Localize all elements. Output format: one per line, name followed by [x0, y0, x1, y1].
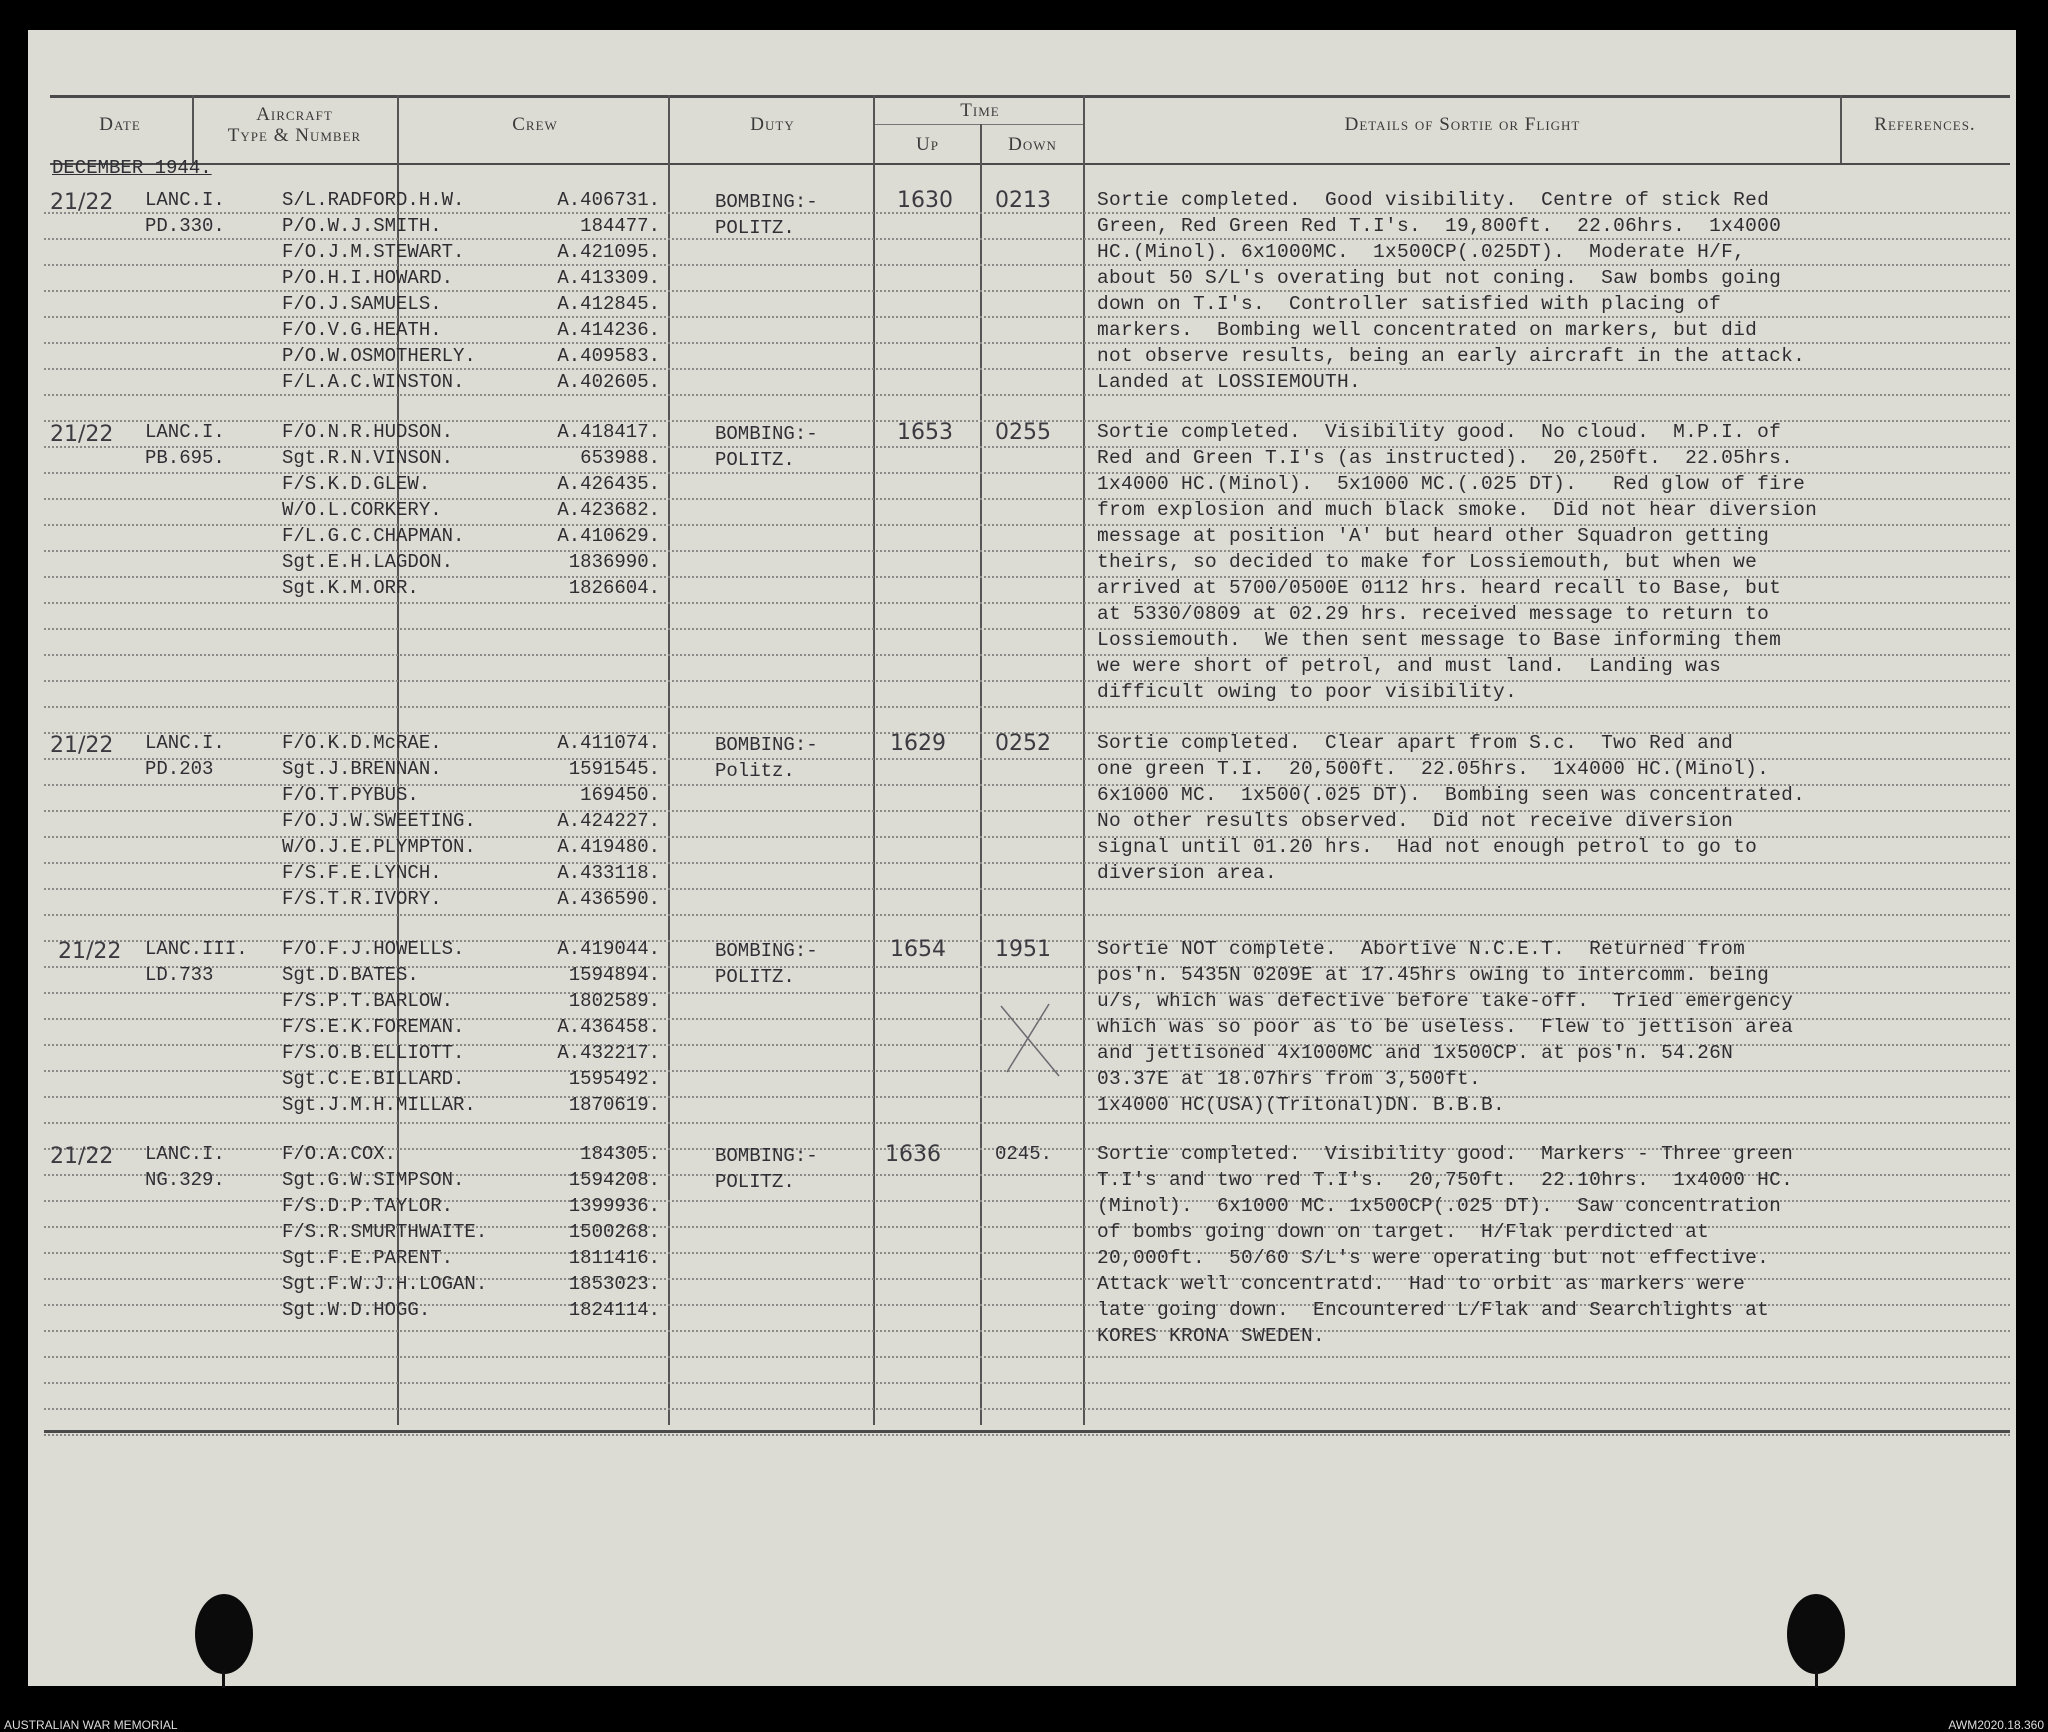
crew-member-name: F/S.P.T.BARLOW. — [282, 990, 454, 1012]
crew-member-number: A.421095. — [557, 241, 660, 263]
ruled-line — [44, 394, 2010, 396]
sortie-date: 21/22 — [50, 422, 114, 447]
crew-member-name: F/O.K.D.McRAE. — [282, 732, 442, 754]
crew-member-number: A.423682. — [557, 499, 660, 521]
crew-member-name: F/O.V.G.HEATH. — [282, 319, 442, 341]
detail-line: Green, Red Green Red T.I's. 19,800ft. 22.06hrs. 1x4000 — [1097, 215, 1782, 237]
header-details: Details of Sortie or Flight — [1344, 114, 1581, 135]
time-up: 1629 — [890, 731, 946, 756]
detail-line: Sortie completed. Visibility good. No cloud. M.P.I. of — [1097, 421, 1782, 443]
detail-line: 1x4000 HC(USA)(Tritonal)DN. B.B.B. — [1097, 1094, 1506, 1116]
header-aircraft: Aircraft Type & Number — [227, 104, 362, 146]
crew-member-name: F/O.F.J.HOWELLS. — [282, 938, 465, 960]
aircraft-type: LANC.I. — [145, 189, 225, 211]
crew-member-number: A.432217. — [557, 1042, 660, 1064]
crew-member-name: Sgt.C.E.BILLARD. — [282, 1068, 465, 1090]
sortie-date: 21/22 — [50, 733, 114, 758]
detail-line: signal until 01.20 hrs. Had not enough petrol to go to — [1097, 836, 1758, 858]
crew-member-name: Sgt.F.E.PARENT. — [282, 1247, 454, 1269]
sortie-date: 21/22 — [50, 1144, 114, 1169]
header-date: Date — [99, 114, 141, 135]
ruled-line — [44, 316, 2010, 318]
crew-member-name: F/S.O.B.ELLIOTT. — [282, 1042, 465, 1064]
table-bottom-rule — [44, 1430, 2010, 1433]
sortie-date: 21/22 — [58, 939, 122, 964]
time-up: 1653 — [897, 420, 953, 445]
crew-member-name: F/O.T.PYBUS. — [282, 784, 419, 806]
crew-member-name: W/O.J.E.PLYMPTON. — [282, 836, 476, 858]
time-down: 0255 — [995, 420, 1051, 445]
crew-member-number: 1595492. — [568, 1068, 660, 1090]
crew-member-name: F/L.A.C.WINSTON. — [282, 371, 465, 393]
ruled-line — [44, 238, 2010, 240]
crew-member-number: A.412845. — [557, 293, 660, 315]
col-rule-details — [1840, 95, 1842, 163]
ruled-line — [44, 1122, 2010, 1124]
crew-member-name: P/O.W.J.SMITH. — [282, 215, 442, 237]
binder-tab-right — [1815, 1670, 1818, 1688]
detail-line: Landed at LOSSIEMOUTH. — [1097, 371, 1362, 393]
ruled-line — [44, 290, 2010, 292]
header-time-down: Down — [1008, 134, 1057, 155]
detail-line: late going down. Encountered L/Flak and Searchlights at — [1097, 1299, 1770, 1321]
crew-member-number: 1802589. — [568, 990, 660, 1012]
time-down: 0213 — [995, 188, 1051, 213]
binder-hole-left — [195, 1594, 253, 1674]
crew-member-number: 1594208. — [568, 1169, 660, 1191]
crew-member-number: A.419480. — [557, 836, 660, 858]
detail-line: from explosion and much black smoke. Did not hear diversion — [1097, 499, 1818, 521]
ruled-line — [44, 914, 2010, 916]
crew-member-number: 1826604. — [568, 577, 660, 599]
ruled-line — [44, 706, 2010, 708]
detail-line: KORES KRONA SWEDEN. — [1097, 1325, 1326, 1347]
detail-line: Sortie NOT complete. Abortive N.C.E.T. Returned from — [1097, 938, 1746, 960]
aircraft-type: LANC.III. — [145, 938, 248, 960]
crew-member-name: S/L.RADFORD.H.W. — [282, 189, 465, 211]
crew-member-number: 1811416. — [568, 1247, 660, 1269]
crew-member-number: A.426435. — [557, 473, 660, 495]
header-references: References. — [1874, 114, 1976, 135]
detail-line: Sortie completed. Good visibility. Centre of stick Red — [1097, 189, 1770, 211]
time-down: 1951 — [995, 937, 1051, 962]
crew-member-number: 1836990. — [568, 551, 660, 573]
detail-line: arrived at 5700/0500E 0112 hrs. heard recall to Base, but — [1097, 577, 1782, 599]
col-rule-date — [192, 95, 194, 163]
crew-member-name: F/S.E.K.FOREMAN. — [282, 1016, 465, 1038]
time-down: 0252 — [995, 731, 1051, 756]
detail-line: T.I's and two red T.I's. 20,750ft. 22.10hrs. 1x4000 HC. — [1097, 1169, 1794, 1191]
detail-line: 6x1000 MC. 1x500(.025 DT). Bombing seen was concentrated. — [1097, 784, 1806, 806]
crew-member-number: 184305. — [580, 1143, 660, 1165]
detail-line: at 5330/0809 at 02.29 hrs. received message to return to — [1097, 603, 1770, 625]
detail-line: No other results observed. Did not receive diversion — [1097, 810, 1734, 832]
header-duty: Duty — [750, 114, 795, 135]
detail-line: Attack well concentratd. Had to orbit as markers were — [1097, 1273, 1746, 1295]
detail-line: 03.37E at 18.07hrs from 3,500ft. — [1097, 1068, 1482, 1090]
footer-source: AUSTRALIAN WAR MEMORIAL — [4, 1718, 178, 1732]
detail-line: Sortie completed. Clear apart from S.c. Two Red and — [1097, 732, 1734, 754]
crew-member-name: F/O.N.R.HUDSON. — [282, 421, 454, 443]
crew-member-number: A.436458. — [557, 1016, 660, 1038]
detail-line: 20,000ft. 50/60 S/L's were operating but not effective. — [1097, 1247, 1770, 1269]
crew-member-name: F/O.J.W.SWEETING. — [282, 810, 476, 832]
aircraft-number: PD.203 — [145, 758, 214, 780]
crew-member-name: Sgt.E.H.LAGDON. — [282, 551, 454, 573]
header-bottom-rule — [50, 163, 2010, 165]
crew-member-number: A.406731. — [557, 189, 660, 211]
detail-line: theirs, so decided to make for Lossiemouth, but when we — [1097, 551, 1758, 573]
crew-member-name: Sgt.K.M.ORR. — [282, 577, 419, 599]
aircraft-number: LD.733 — [145, 964, 214, 986]
header-time-up: Up — [916, 134, 939, 155]
aircraft-type: LANC.I. — [145, 1143, 225, 1165]
detail-line: pos'n. 5435N 0209E at 17.45hrs owing to intercomm. being — [1097, 964, 1770, 986]
sortie-date: 21/22 — [50, 190, 114, 215]
crew-member-number: A.424227. — [557, 810, 660, 832]
crew-member-number: 1594894. — [568, 964, 660, 986]
detail-line: and jettisoned 4x1000MC and 1x500CP. at pos'n. 54.26N — [1097, 1042, 1734, 1064]
detail-line: message at position 'A' but heard other Squadron getting — [1097, 525, 1770, 547]
time-up: 1636 — [885, 1142, 941, 1167]
crew-member-name: F/S.D.P.TAYLOR. — [282, 1195, 454, 1217]
crew-member-name: F/S.T.R.IVORY. — [282, 888, 442, 910]
ruled-line — [44, 1434, 2010, 1436]
sortie-duty: BOMBING:- Politz. — [715, 734, 818, 782]
ruled-line — [44, 368, 2010, 370]
crew-member-name: Sgt.W.D.HOGG. — [282, 1299, 431, 1321]
crew-member-name: Sgt.G.W.SIMPSON. — [282, 1169, 465, 1191]
crew-member-number: 1853023. — [568, 1273, 660, 1295]
header-time: Time — [960, 100, 1000, 121]
ruled-line — [44, 264, 2010, 266]
detail-line: difficult owing to poor visibility. — [1097, 681, 1518, 703]
detail-line: (Minol). 6x1000 MC. 1x500CP(.025 DT). Saw concentration — [1097, 1195, 1782, 1217]
crew-member-number: 1591545. — [568, 758, 660, 780]
crew-member-name: Sgt.J.M.H.MILLAR. — [282, 1094, 476, 1116]
crew-member-number: 169450. — [580, 784, 660, 806]
crew-member-number: 653988. — [580, 447, 660, 469]
crew-member-number: A.419044. — [557, 938, 660, 960]
crew-member-name: F/O.J.SAMUELS. — [282, 293, 442, 315]
detail-line: Sortie completed. Visibility good. Markers - Three green — [1097, 1143, 1794, 1165]
aircraft-type: LANC.I. — [145, 421, 225, 443]
detail-line: of bombs going down on target. H/Flak perdicted at — [1097, 1221, 1710, 1243]
detail-line: we were short of petrol, and must land. Landing was — [1097, 655, 1722, 677]
binder-hole-right — [1787, 1594, 1845, 1674]
crew-member-name: Sgt.R.N.VINSON. — [282, 447, 454, 469]
crew-member-name: Sgt.D.BATES. — [282, 964, 419, 986]
crew-member-number: A.436590. — [557, 888, 660, 910]
ruled-line — [44, 342, 2010, 344]
time-up: 1654 — [890, 937, 946, 962]
detail-line: not observe results, being an early aircraft in the attack. — [1097, 345, 1806, 367]
sortie-duty: BOMBING:- POLITZ. — [715, 191, 818, 239]
detail-line: Lossiemouth. We then sent message to Base informing them — [1097, 629, 1782, 651]
crew-member-name: Sgt.F.W.J.H.LOGAN. — [282, 1273, 488, 1295]
table-top-rule — [50, 95, 2010, 98]
crew-member-number: A.410629. — [557, 525, 660, 547]
crew-member-name: F/O.A.COX. — [282, 1143, 397, 1165]
crew-member-name: F/O.J.M.STEWART. — [282, 241, 465, 263]
crew-member-number: A.433118. — [557, 862, 660, 884]
pencil-cross-mark — [995, 1000, 1065, 1080]
detail-line: Red and Green T.I's (as instructed). 20,250ft. 22.05hrs. — [1097, 447, 1794, 469]
ruled-line — [44, 680, 2010, 682]
binder-tab-left — [222, 1670, 225, 1688]
sortie-duty: BOMBING:- POLITZ. — [715, 940, 818, 988]
crew-member-name: F/L.G.C.CHAPMAN. — [282, 525, 465, 547]
detail-line: about 50 S/L's overating but not coning. Saw bombs going — [1097, 267, 1782, 289]
crew-member-number: A.411074. — [557, 732, 660, 754]
ruled-line — [44, 1408, 2010, 1410]
aircraft-number: NG.329. — [145, 1169, 225, 1191]
crew-member-number: 1870619. — [568, 1094, 660, 1116]
detail-line: 1x4000 HC.(Minol). 5x1000 MC.(.025 DT). Red glow of fire — [1097, 473, 1806, 495]
detail-line: which was so poor as to be useless. Flew to jettison area — [1097, 1016, 1794, 1038]
ruled-line — [44, 1382, 2010, 1384]
detail-line: u/s, which was defective before take-off. Tried emergency — [1097, 990, 1794, 1012]
crew-member-name: P/O.W.OSMOTHERLY. — [282, 345, 476, 367]
crew-member-name: F/S.K.D.GLEW. — [282, 473, 431, 495]
crew-member-name: P/O.H.I.HOWARD. — [282, 267, 454, 289]
crew-member-number: 1500268. — [568, 1221, 660, 1243]
detail-line: HC.(Minol). 6x1000MC. 1x500CP(.025DT). Moderate H/F, — [1097, 241, 1746, 263]
aircraft-number: PB.695. — [145, 447, 225, 469]
crew-member-name: F/S.F.E.LYNCH. — [282, 862, 442, 884]
detail-line: markers. Bombing well concentrated on markers, but did — [1097, 319, 1758, 341]
sortie-duty: BOMBING:- POLITZ. — [715, 423, 818, 471]
crew-member-name: Sgt.J.BRENNAN. — [282, 758, 442, 780]
footer-reference: AWM2020.18.360 — [1948, 1718, 2044, 1732]
detail-line: one green T.I. 20,500ft. 22.05hrs. 1x4000 HC.(Minol). — [1097, 758, 1770, 780]
crew-member-name: F/S.R.SMURTHWAITE. — [282, 1221, 488, 1243]
crew-member-number: A.409583. — [557, 345, 660, 367]
ruled-line — [44, 1330, 2010, 1332]
ruled-line — [44, 1356, 2010, 1358]
month-label: DECEMBER 1944. — [52, 157, 212, 179]
header-crew: Crew — [512, 114, 558, 135]
detail-line: down on T.I's. Controller satisfied with placing of — [1097, 293, 1722, 315]
crew-member-number: 184477. — [580, 215, 660, 237]
sortie-duty: BOMBING:- POLITZ. — [715, 1145, 818, 1193]
crew-member-name: W/O.L.CORKERY. — [282, 499, 442, 521]
time-up: 1630 — [897, 188, 953, 213]
crew-member-number: 1399936. — [568, 1195, 660, 1217]
detail-line: diversion area. — [1097, 862, 1278, 884]
crew-member-number: A.402605. — [557, 371, 660, 393]
aircraft-number: PD.330. — [145, 215, 225, 237]
aircraft-type: LANC.I. — [145, 732, 225, 754]
crew-member-number: A.418417. — [557, 421, 660, 443]
crew-member-number: 1824114. — [568, 1299, 660, 1321]
time-down: 0245. — [995, 1143, 1053, 1165]
col-rule-time — [980, 124, 982, 1425]
crew-member-number: A.413309. — [557, 267, 660, 289]
crew-member-number: A.414236. — [557, 319, 660, 341]
